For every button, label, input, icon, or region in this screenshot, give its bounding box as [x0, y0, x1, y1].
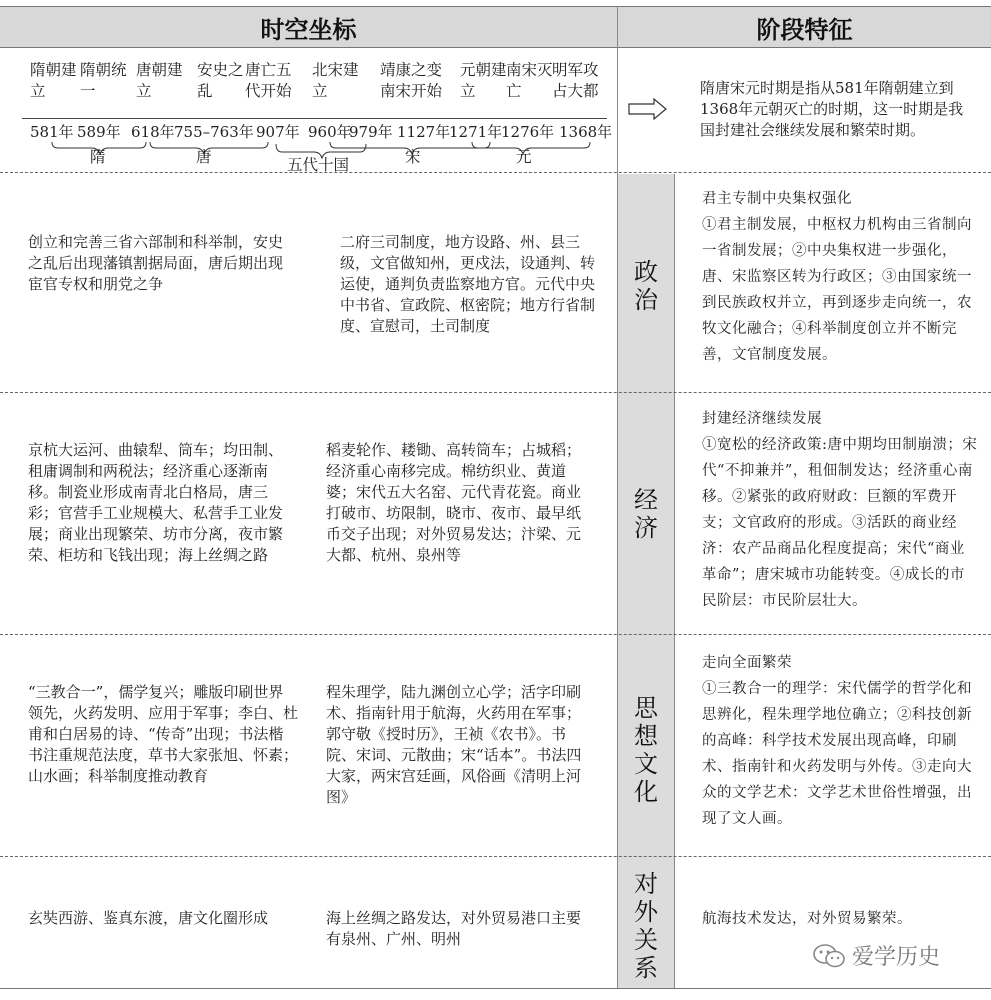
header-spacetime-label: 时空坐标 [260, 15, 357, 44]
timeline-year: 618年 [131, 123, 175, 141]
politics-feature-title: 君主专制中央集权强化 [702, 191, 852, 207]
timeline-event: 唐朝建立 [136, 61, 183, 100]
right-arrow-icon [628, 98, 668, 120]
tag-politics-label: 政治 [634, 258, 658, 314]
timeline-event: 安史之乱 [197, 61, 244, 100]
foreign-feature-body: 航海技术发达，对外贸易繁荣。 [702, 911, 912, 927]
wechat-icon [812, 943, 846, 969]
period-summary: 隋唐宋元时期是指从581年隋朝建立到1368年元朝灭亡的时期，这一时期是我国封建社会继续发展和繁荣时期。 [700, 79, 964, 139]
timeline-event: 北宋建立 [312, 61, 359, 100]
politics-feature [702, 186, 978, 368]
timeline-year: 1276年 [501, 123, 555, 141]
tag-culture-label: 思想文化 [634, 694, 658, 806]
era-label: 唐 [196, 148, 212, 166]
timeline-event: 隋朝统一 [80, 61, 127, 100]
culture-feature-body: ①三教合一的理学：宋代儒学的哲学化和思辨化，程朱理学地位确立；②科技创新的高峰：科学技术发展出现高峰，印刷术、指南针和火药发明与外传。③走向大众的文学艺术：文学艺术世俗性增强，出现了文人画。 [702, 681, 972, 827]
row-divider [0, 392, 991, 393]
culture-feature-title: 走向全面繁荣 [702, 655, 792, 671]
header-features-label: 阶段特征 [756, 15, 853, 44]
watermark-text: 爱学历史 [852, 945, 941, 970]
timeline-year: 1368年 [559, 123, 613, 141]
tag-politics [618, 258, 674, 314]
economy-feature [702, 406, 978, 614]
economy-sui-tang: 京杭大运河、曲辕犁、筒车；均田制、租庸调制和两税法；经济重心逐渐南移。制瓷业形成南青北白格局，唐三彩；官营手工业规模大、私营手工业发展；商业出现繁荣、坊市分离，夜市繁荣、柜坊和飞钱出现；海上丝绸之路 [28, 441, 284, 564]
timeline-year: 960年 [308, 123, 352, 141]
foreign-song-yuan: 海上丝绸之路发达，对外贸易港口主要有泉州、广州、明州 [326, 909, 582, 948]
era-label: 隋 [90, 148, 106, 166]
timeline-event: 靖康之变南宋开始 [380, 61, 443, 100]
tag-foreign [618, 870, 674, 982]
tag-culture [618, 694, 674, 806]
timeline-event: 隋朝建立 [30, 61, 77, 100]
tag-divider [674, 174, 675, 988]
header-features [618, 6, 991, 48]
watermark [812, 940, 940, 971]
row-divider [0, 634, 991, 635]
timeline-year: 907年 [256, 123, 300, 141]
era-label: 元 [516, 148, 532, 166]
timeline-year: 1127年 [397, 123, 451, 141]
politics-feature-body: ①君主制发展，中枢权力机构由三省制向一省制发展；②中央集权进一步强化，唐、宋监察区转为行政区；③由国家统一到民族政权并立，再到逐步走向统一，农牧文化融合；④科举制度创立并不断完善，文官制度发展。 [702, 217, 972, 363]
tag-foreign-label: 对外关系 [634, 870, 658, 982]
culture-song-yuan: 程朱理学，陆九渊创立心学；活字印刷术、指南针用于航海，火药用在军事；郭守敬《授时历》，王祯《农书》。书院、宋词、元散曲；宋“话本”。书法四大家，两宋宫廷画，风俗画《清明上河图》 [326, 683, 582, 806]
timeline-year: 581年 [30, 123, 74, 141]
timeline-event: 南宋灭亡 [506, 61, 553, 100]
row-divider [0, 856, 991, 857]
header-spacetime [0, 6, 617, 48]
era-label: 宋 [405, 148, 421, 166]
timeline-axis [22, 118, 607, 119]
timeline-event: 元朝建立 [460, 61, 507, 100]
economy-feature-title: 封建经济继续发展 [702, 411, 822, 427]
culture-feature [702, 650, 978, 832]
table-bottom-border [0, 988, 991, 989]
era-label: 五代十国 [287, 156, 350, 174]
timeline-year: 1271年 [449, 123, 503, 141]
timeline-year: 755–763年 [174, 123, 254, 141]
foreign-feature [702, 906, 978, 932]
tag-economy [618, 486, 674, 542]
timeline-event: 唐亡五代开始 [245, 61, 292, 100]
politics-song-yuan: 二府三司制度，地方设路、州、县三级，文官做知州，更戍法，设通判、转运使，通判负责监察地方官。元代中央中书省、宣政院、枢密院；地方行省制度、宣慰司，土司制度 [340, 233, 596, 335]
economy-song-yuan: 稻麦轮作、耧锄、高转筒车；占城稻；经济重心南移完成。棉纺织业、黄道婆；宋代五大名窑、元代青花瓷。商业打破市、坊限制，晓市、夜市、最早纸币交子出现；对外贸易发达；汴梁、元大都、杭州、泉州等 [326, 441, 582, 564]
timeline-year: 589年 [77, 123, 121, 141]
foreign-sui-tang: 玄奘西游、鉴真东渡，唐文化圈形成 [28, 909, 269, 927]
timeline-event: 明军攻占大都 [552, 61, 599, 100]
politics-sui-tang: 创立和完善三省六部制和科举制，安史之乱后出现藩镇割据局面，唐后期出现宦官专权和朋党之争 [28, 233, 284, 293]
timeline-year: 979年 [349, 123, 393, 141]
tag-economy-label: 经济 [634, 486, 658, 542]
culture-sui-tang: “三教合一”，儒学复兴；雕版印刷世界领先，火药发明、应用于军事；李白、杜甫和白居易的诗、“传奇”出现；书法楷书注重规范法度，草书大家张旭、怀素；山水画；科举制度推动教育 [28, 683, 299, 785]
economy-feature-body: ①宽松的经济政策:唐中期均田制崩溃；宋代“不抑兼并”，租佃制发达；经济重心南移。②紧张的政府财政：巨额的军费开支；文官政府的形成。③活跃的商业经济：农产品商品化程度提高；宋代“商业革命”；唐宋城市功能转变。④成长的市民阶层：市民阶层壮大。 [702, 437, 978, 609]
